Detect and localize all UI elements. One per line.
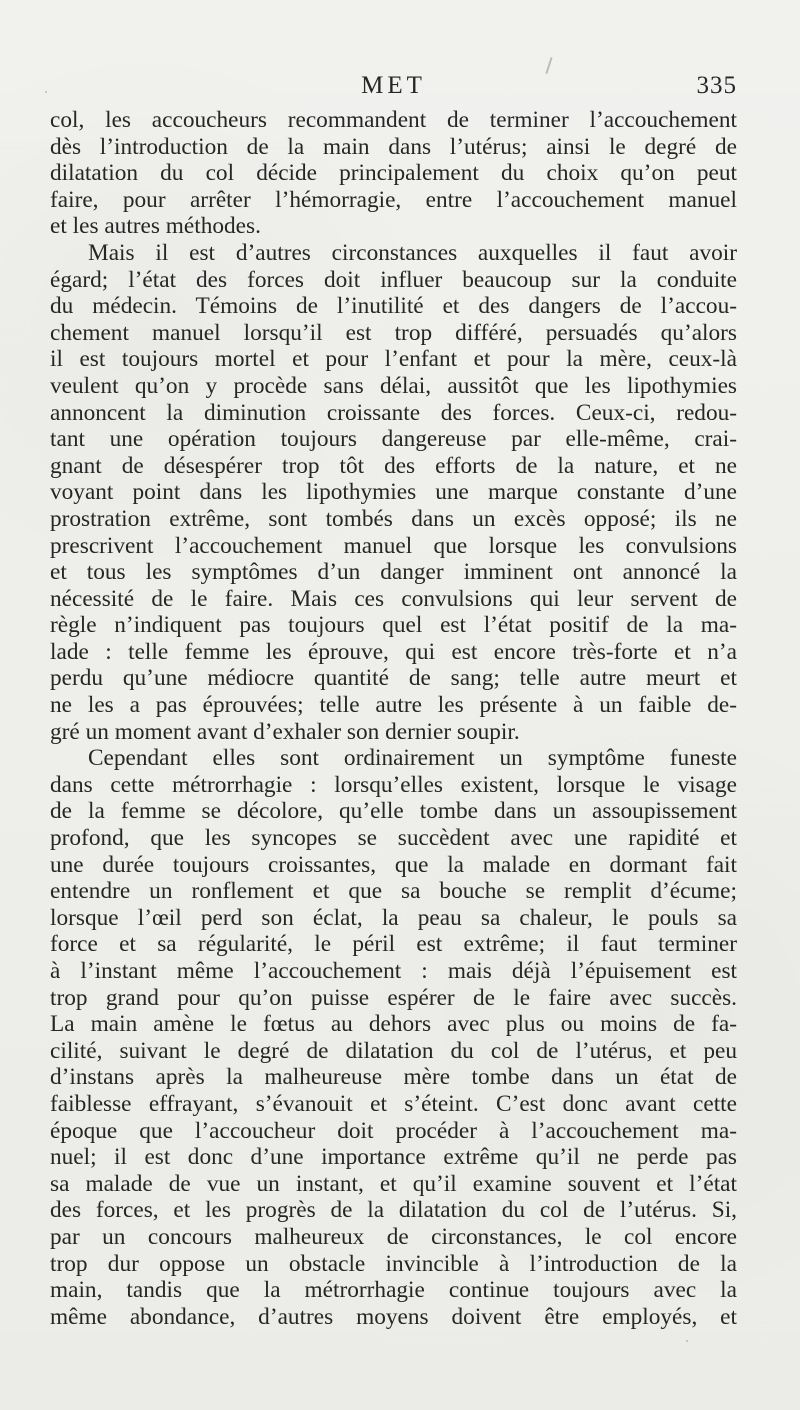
text-line: et les autres méthodes.: [50, 213, 261, 240]
text-line: annoncent la diminution croissante des forces. Ceux-ci, redou-: [50, 399, 737, 426]
text-line: faiblesse effrayant, s’évanouit et s’éteint. C’est donc avant cette: [50, 1090, 737, 1117]
text-line: gnant de désespérer trop tôt des efforts de la nature, et ne: [50, 452, 737, 479]
text-line: par un concours malheureux de circonstances, le col encore: [50, 1223, 737, 1250]
text-line: trop grand pour qu’on puisse espérer de le faire avec succès.: [50, 984, 737, 1011]
body-text: [50, 107, 737, 1367]
running-head: MET: [361, 72, 426, 99]
text-line: prescrivent l’accouchement manuel que lorsque les convulsions: [50, 532, 737, 559]
text-line: force et sa régularité, le péril est extrême; il faut terminer: [50, 931, 737, 958]
text-line: ne les a pas éprouvées; telle autre les présente à un faible de-: [50, 692, 737, 719]
text-line: dès l’introduction de la main dans l’utérus; ainsi le degré de: [50, 133, 737, 160]
text-line: gré un moment avant d’exhaler son dernier soupir.: [50, 718, 520, 745]
text-line: et tous les symptômes d’un danger imminent ont annoncé la: [50, 559, 737, 586]
text-line: à l’instant même l’accouchement : mais déjà l’épuisement est: [50, 958, 737, 984]
text-line: nuel; il est donc d’une importance extrême qu’il ne perde pas: [50, 1144, 737, 1171]
text-line: même abondance, d’autres moyens doivent être employés, et: [50, 1303, 737, 1330]
text-line: égard; l’état des forces doit influer beaucoup sur la conduite: [50, 266, 737, 293]
text-line: de la femme se décolore, qu’elle tombe dans un assoupissement: [50, 798, 737, 825]
text-line: Mais il est d’autres circonstances auxquelles il faut avoir: [88, 239, 737, 266]
text-line: chement manuel lorsqu’il est trop différé, persuadés qu’alors: [50, 319, 737, 346]
text-line: voyant point dans les lipothymies une marque constante d’une: [50, 479, 737, 506]
text-line: Cependant elles sont ordinairement un symptôme funeste: [88, 745, 737, 772]
text-line: dans cette métrorrhagie : lorsqu’elles existent, lorsque le visage: [50, 771, 737, 798]
text-line: profond, que les syncopes se succèdent avec une rapidité et: [50, 825, 737, 852]
text-line: perdu qu’une médiocre quantité de sang; telle autre meurt et: [50, 665, 737, 692]
text-line: une durée toujours croissantes, que la malade en dormant fait: [50, 851, 737, 878]
text-line: règle n’indiquent pas toujours quel est l’état positif de la ma-: [50, 612, 737, 639]
text-line: dilatation du col décide principalement du choix qu’on peut: [50, 160, 737, 187]
text-line: des forces, et les progrès de la dilatation du col de l’utérus. Si,: [50, 1197, 737, 1224]
text-line: main, tandis que la métrorrhagie continue toujours avec la: [50, 1277, 737, 1304]
text-line: cilité, suivant le degré de dilatation du col de l’utérus, et peu: [50, 1037, 737, 1064]
text-line: tant une opération toujours dangereuse par elle-même, crai-: [50, 426, 737, 453]
text-line: il est toujours mortel et pour l’enfant et pour la mère, ceux-là: [50, 346, 737, 373]
text-line: d’instans après la malheureuse mère tombe dans un état de: [50, 1064, 737, 1091]
text-line: prostration extrême, sont tombés dans un excès opposé; ils ne: [50, 505, 737, 532]
text-line: faire, pour arrêter l’hémorragie, entre l’accouchement manuel: [50, 186, 737, 213]
text-line: col, les accoucheurs recommandent de terminer l’accouchement: [50, 107, 737, 133]
text-line: lade : telle femme les éprouve, qui est encore très-forte et n’a: [50, 638, 737, 665]
text-line: lorsque l’œil perd son éclat, la peau sa chaleur, le pouls sa: [50, 904, 737, 931]
text-line: La main amène le fœtus au dehors avec plus ou moins de fa-: [50, 1011, 737, 1038]
text-line: époque que l’accoucheur doit procéder à l’accouchement ma-: [50, 1117, 737, 1144]
page-header: [50, 73, 737, 107]
text-line: trop dur oppose un obstacle invincible à l’introduction de la: [50, 1250, 737, 1277]
text-line: veulent qu’on y procède sans délai, aussitôt que les lipothymies: [50, 372, 737, 399]
page-number: 335: [696, 72, 737, 99]
text-line: entendre un ronflement et que sa bouche se remplit d’écume;: [50, 878, 737, 905]
text-line: sa malade de vue un instant, et qu’il examine souvent et l’état: [50, 1170, 737, 1197]
ink-speck: [545, 57, 552, 74]
ink-speck: [45, 91, 47, 93]
text-line: du médecin. Témoins de l’inutilité et des dangers de l’accou-: [50, 293, 737, 320]
text-line: nécessité de le faire. Mais ces convulsions qui leur servent de: [50, 585, 737, 612]
